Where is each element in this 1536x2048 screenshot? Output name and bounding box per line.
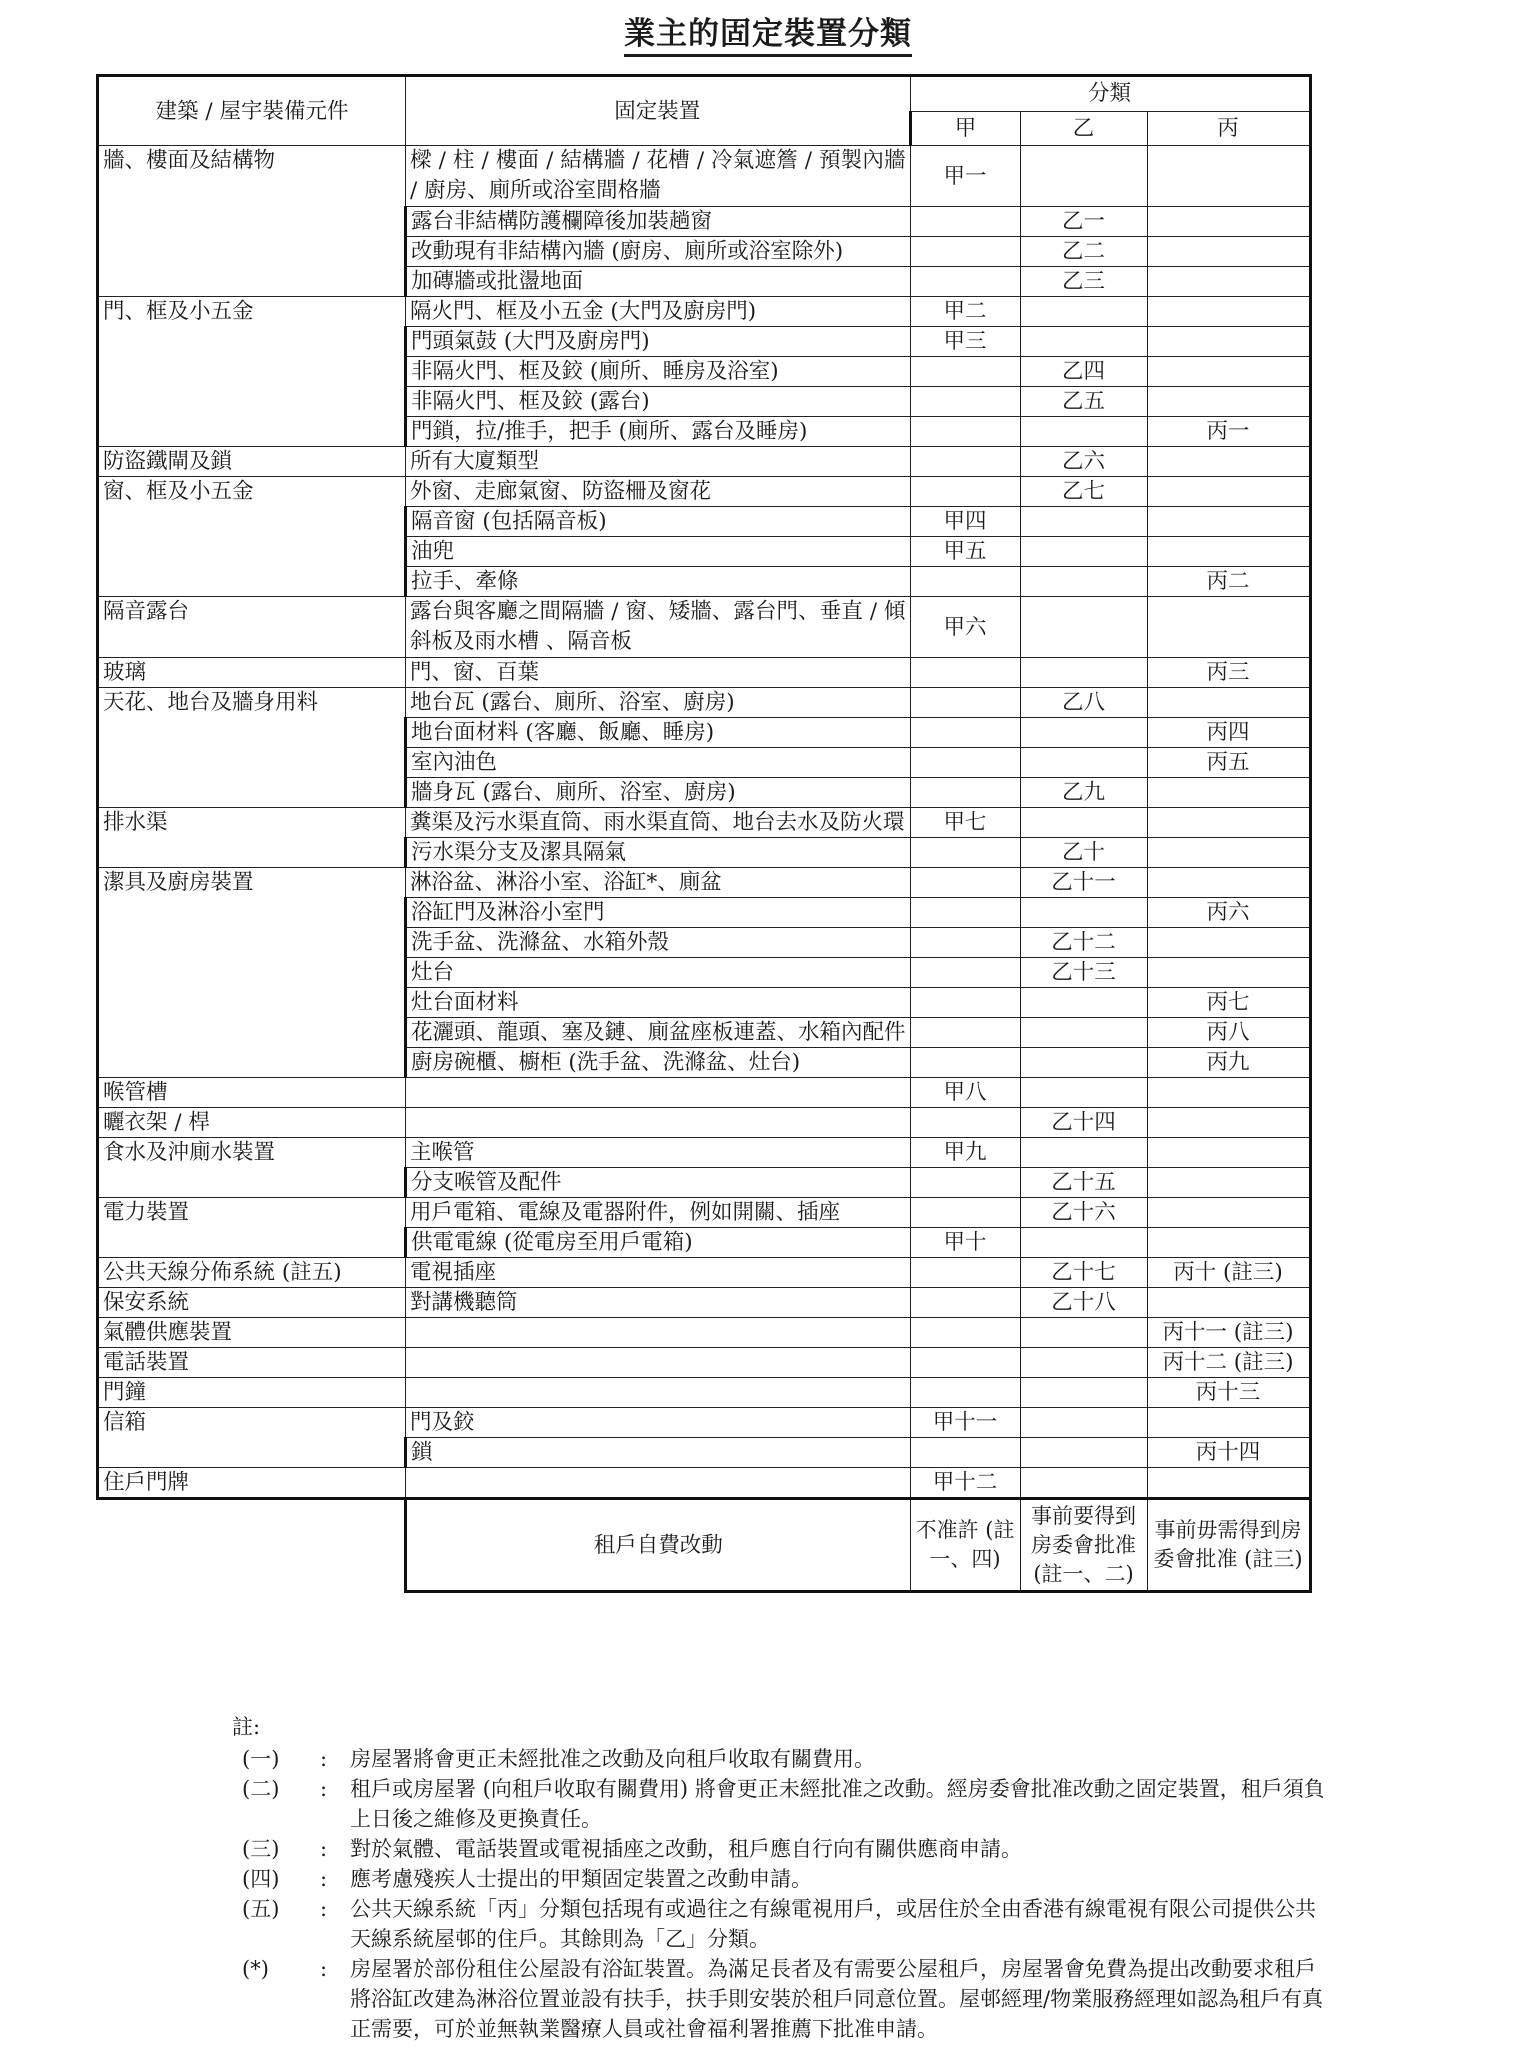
class-c-cell: 丙十四 <box>1147 1438 1310 1468</box>
fixture-cell <box>406 1468 911 1499</box>
class-c-cell: 丙八 <box>1147 1018 1310 1048</box>
note-text: 對於氣體、電話裝置或電視插座之改動，租戶應自行向有關供應商申請。 <box>350 1837 1022 1861</box>
footer-class-b: 事前要得到房委會批准 (註一、二) <box>1020 1499 1147 1592</box>
fixture-cell: 改動現有非結構內牆 (廚房、廁所或浴室除外) <box>406 237 911 267</box>
note-number: (五) <box>242 1897 280 1921</box>
class-c-cell <box>1147 477 1310 507</box>
class-c-cell: 丙九 <box>1147 1048 1310 1078</box>
class-a-cell <box>910 1018 1020 1048</box>
class-a-cell: 甲七 <box>910 808 1020 838</box>
class-a-cell <box>910 1438 1020 1468</box>
class-a-cell <box>910 778 1020 808</box>
class-c-cell <box>1147 1138 1310 1168</box>
class-b-cell: 乙十七 <box>1020 1258 1147 1288</box>
component-cell: 門鐘 <box>98 1378 406 1408</box>
note-item <box>232 1834 1432 1864</box>
class-b-cell <box>1020 567 1147 597</box>
table-row <box>98 146 1311 207</box>
class-a-cell <box>910 387 1020 417</box>
class-a-cell <box>910 928 1020 958</box>
fixture-cell: 露台非結構防護欄障後加裝趟窗 <box>406 207 911 237</box>
class-a-cell <box>910 838 1020 868</box>
class-c-cell <box>1147 537 1310 567</box>
table-row <box>98 658 1311 688</box>
note-colon: : <box>320 1837 328 1861</box>
footer-class-c: 事前毋需得到房委會批准 (註三) <box>1147 1499 1310 1592</box>
class-b-cell: 乙十八 <box>1020 1288 1147 1318</box>
note-number: (二) <box>242 1777 280 1801</box>
class-a-cell <box>910 1108 1020 1138</box>
table-row <box>98 477 1311 507</box>
footer-blank <box>98 1499 406 1592</box>
table-row <box>98 1108 1311 1138</box>
fixture-cell <box>406 1378 911 1408</box>
class-c-cell <box>1147 507 1310 537</box>
class-a-cell <box>910 1258 1020 1288</box>
class-b-cell <box>1020 1018 1147 1048</box>
fixture-cell: 地台面材料 (客廳、飯廳、睡房) <box>406 718 911 748</box>
header-component: 建築 / 屋宇裝備元件 <box>98 76 406 146</box>
class-c-cell <box>1147 357 1310 387</box>
class-a-cell: 甲六 <box>910 597 1020 658</box>
class-c-cell <box>1147 387 1310 417</box>
fixture-cell: 花灑頭、龍頭、塞及鏈、廁盆座板連蓋、水箱內配件 <box>406 1018 911 1048</box>
class-c-cell <box>1147 297 1310 327</box>
class-c-cell <box>1147 928 1310 958</box>
class-b-cell <box>1020 1468 1147 1499</box>
header-fixture: 固定裝置 <box>406 76 911 146</box>
class-b-cell <box>1020 146 1147 207</box>
class-c-cell: 丙十一 (註三) <box>1147 1318 1310 1348</box>
component-cell: 信箱 <box>98 1408 406 1468</box>
fixture-cell <box>406 1348 911 1378</box>
class-a-cell <box>910 748 1020 778</box>
table-row <box>98 868 1311 898</box>
class-b-cell: 乙十四 <box>1020 1108 1147 1138</box>
class-b-cell <box>1020 988 1147 1018</box>
class-b-cell <box>1020 898 1147 928</box>
fixture-cell: 灶台面材料 <box>406 988 911 1018</box>
table-row <box>98 1348 1311 1378</box>
table-row <box>98 447 1311 477</box>
class-b-cell: 乙四 <box>1020 357 1147 387</box>
component-cell: 排水渠 <box>98 808 406 868</box>
class-b-cell: 乙十六 <box>1020 1198 1147 1228</box>
header-class-c: 丙 <box>1147 111 1310 145</box>
component-cell: 公共天線分佈系統 (註五) <box>98 1258 406 1288</box>
class-b-cell: 乙六 <box>1020 447 1147 477</box>
note-item <box>232 1894 1432 1954</box>
class-c-cell <box>1147 146 1310 207</box>
note-colon: : <box>320 1867 328 1891</box>
fixture-cell: 隔音窗 (包括隔音板) <box>406 507 911 537</box>
class-b-cell <box>1020 1438 1147 1468</box>
notes-section <box>232 1712 1432 2044</box>
class-b-cell <box>1020 1228 1147 1258</box>
class-a-cell: 甲四 <box>910 507 1020 537</box>
fixture-cell: 門頭氣鼓 (大門及廚房門) <box>406 327 911 357</box>
class-c-cell <box>1147 327 1310 357</box>
component-cell: 電力裝置 <box>98 1198 406 1258</box>
class-c-cell <box>1147 808 1310 838</box>
document-title: 業主的固定裝置分類 <box>0 8 1536 53</box>
note-number: (一) <box>242 1747 280 1771</box>
fixture-cell <box>406 1078 911 1108</box>
class-b-cell <box>1020 1138 1147 1168</box>
table-row <box>98 297 1311 327</box>
class-a-cell <box>910 1378 1020 1408</box>
fixture-cell: 門、窗、百葉 <box>406 658 911 688</box>
fixture-cell: 用戶電箱、電線及電器附件，例如開關、插座 <box>406 1198 911 1228</box>
fixture-cell: 非隔火門、框及鉸 (廁所、睡房及浴室) <box>406 357 911 387</box>
class-a-cell <box>910 658 1020 688</box>
header-class-a: 甲 <box>910 111 1020 145</box>
fixture-cell: 污水渠分支及潔具隔氣 <box>406 838 911 868</box>
component-cell: 天花、地台及牆身用料 <box>98 688 406 808</box>
class-c-cell <box>1147 207 1310 237</box>
fixture-cell: 露台與客廳之間隔牆 / 窗、矮牆、露台門、垂直 / 傾斜板及雨水槽 、隔音板 <box>406 597 911 658</box>
table-row <box>98 597 1311 658</box>
class-b-cell <box>1020 748 1147 778</box>
note-item <box>232 1864 1432 1894</box>
note-text: 房屋署將會更正未經批准之改動及向租戶收取有關費用。 <box>350 1747 875 1771</box>
class-c-cell: 丙三 <box>1147 658 1310 688</box>
class-b-cell <box>1020 1048 1147 1078</box>
class-c-cell <box>1147 1288 1310 1318</box>
class-c-cell <box>1147 1168 1310 1198</box>
component-cell: 窗、框及小五金 <box>98 477 406 597</box>
class-b-cell <box>1020 808 1147 838</box>
note-text: 應考慮殘疾人士提出的甲類固定裝置之改動申請。 <box>350 1867 812 1891</box>
class-a-cell: 甲三 <box>910 327 1020 357</box>
class-a-cell: 甲八 <box>910 1078 1020 1108</box>
class-a-cell <box>910 1168 1020 1198</box>
class-a-cell <box>910 1048 1020 1078</box>
class-b-cell: 乙八 <box>1020 688 1147 718</box>
component-cell: 曬衣架 / 桿 <box>98 1108 406 1138</box>
class-c-cell: 丙七 <box>1147 988 1310 1018</box>
class-c-cell <box>1147 688 1310 718</box>
component-cell: 玻璃 <box>98 658 406 688</box>
class-b-cell <box>1020 327 1147 357</box>
component-cell: 氣體供應裝置 <box>98 1318 406 1348</box>
note-item <box>232 1744 1432 1774</box>
fixture-cell <box>406 1318 911 1348</box>
note-colon: : <box>320 1747 328 1771</box>
class-b-cell: 乙十五 <box>1020 1168 1147 1198</box>
class-b-cell: 乙五 <box>1020 387 1147 417</box>
note-colon: : <box>320 1777 328 1801</box>
header-class-b: 乙 <box>1020 111 1147 145</box>
class-a-cell: 甲十一 <box>910 1408 1020 1438</box>
fixture-cell: 樑 / 柱 / 樓面 / 結構牆 / 花槽 / 冷氣遮簷 / 預製內牆 / 廚房、廁所或浴室間格牆 <box>406 146 911 207</box>
fixture-cell: 廚房碗櫃、櫥柜 (洗手盆、洗滌盆、灶台) <box>406 1048 911 1078</box>
class-b-cell: 乙十二 <box>1020 928 1147 958</box>
note-item <box>232 1954 1432 2044</box>
class-a-cell <box>910 477 1020 507</box>
class-c-cell <box>1147 958 1310 988</box>
class-c-cell <box>1147 838 1310 868</box>
class-a-cell <box>910 447 1020 477</box>
fixture-cell: 對講機聽筒 <box>406 1288 911 1318</box>
class-a-cell <box>910 237 1020 267</box>
component-cell: 防盜鐵閘及鎖 <box>98 447 406 477</box>
fixture-cell: 外窗、走廊氣窗、防盜柵及窗花 <box>406 477 911 507</box>
class-a-cell <box>910 1288 1020 1318</box>
notes-list <box>232 1744 1432 2044</box>
note-colon: : <box>320 1897 328 1921</box>
footer-class-a: 不准許 (註一、四) <box>910 1499 1020 1592</box>
class-a-cell <box>910 868 1020 898</box>
class-a-cell: 甲一 <box>910 146 1020 207</box>
class-b-cell <box>1020 1408 1147 1438</box>
class-b-cell <box>1020 297 1147 327</box>
class-c-cell: 丙十 (註三) <box>1147 1258 1310 1288</box>
table-row <box>98 1408 1311 1438</box>
fixture-cell <box>406 1108 911 1138</box>
fixture-cell: 門及鉸 <box>406 1408 911 1438</box>
class-b-cell: 乙二 <box>1020 237 1147 267</box>
fixture-cell: 分支喉管及配件 <box>406 1168 911 1198</box>
fixture-cell: 灶台 <box>406 958 911 988</box>
class-c-cell <box>1147 1108 1310 1138</box>
fixture-cell: 加磚牆或批盪地面 <box>406 267 911 297</box>
component-cell: 保安系統 <box>98 1288 406 1318</box>
class-b-cell: 乙十三 <box>1020 958 1147 988</box>
fixture-cell: 拉手、牽條 <box>406 567 911 597</box>
class-a-cell <box>910 688 1020 718</box>
class-c-cell <box>1147 597 1310 658</box>
table-row <box>98 1138 1311 1168</box>
table-row <box>98 1078 1311 1108</box>
class-a-cell <box>910 1198 1020 1228</box>
class-a-cell <box>910 988 1020 1018</box>
fixture-cell: 隔火門、框及小五金 (大門及廚房門) <box>406 297 911 327</box>
fixture-cell: 牆身瓦 (露台、廁所、浴室、廚房) <box>406 778 911 808</box>
class-c-cell <box>1147 447 1310 477</box>
footer-label: 租戶自費改動 <box>406 1499 911 1592</box>
class-c-cell <box>1147 1078 1310 1108</box>
table-row <box>98 1258 1311 1288</box>
class-c-cell <box>1147 1468 1310 1499</box>
note-text: 房屋署於部份租住公屋設有浴缸裝置。為滿足長者及有需要公屋租戶，房屋署會免費為提出改動要求租戶將浴缸改建為淋浴位置並設有扶手，扶手則安裝於租戶同意位置。屋邨經理/物業服務經理如認為租戶有真正需要，可於並無執業醫療人員或社會福利署推薦下批准申請。 <box>350 1957 1324 2041</box>
class-b-cell: 乙一 <box>1020 207 1147 237</box>
fixture-cell: 洗手盆、洗滌盆、水箱外殼 <box>406 928 911 958</box>
table-row <box>98 1378 1311 1408</box>
class-c-cell <box>1147 868 1310 898</box>
class-c-cell <box>1147 1228 1310 1258</box>
class-b-cell: 乙九 <box>1020 778 1147 808</box>
class-c-cell: 丙一 <box>1147 417 1310 447</box>
class-a-cell: 甲九 <box>910 1138 1020 1168</box>
class-a-cell: 甲十 <box>910 1228 1020 1258</box>
component-cell: 潔具及廚房裝置 <box>98 868 406 1078</box>
class-c-cell: 丙六 <box>1147 898 1310 928</box>
class-c-cell: 丙十二 (註三) <box>1147 1348 1310 1378</box>
note-text: 公共天線系統「丙」分類包括現有或過往之有線電視用戶，或居住於全由香港有線電視有限公司提供公共天線系統屋邨的住戶。其餘則為「乙」分類。 <box>350 1897 1316 1951</box>
class-a-cell <box>910 718 1020 748</box>
component-cell: 牆、樓面及結構物 <box>98 146 406 297</box>
class-b-cell: 乙七 <box>1020 477 1147 507</box>
class-a-cell <box>910 898 1020 928</box>
class-c-cell <box>1147 1408 1310 1438</box>
class-a-cell <box>910 567 1020 597</box>
fixture-cell: 鎖 <box>406 1438 911 1468</box>
table-row <box>98 1468 1311 1499</box>
table-row <box>98 1318 1311 1348</box>
class-b-cell <box>1020 658 1147 688</box>
note-number: (三) <box>242 1837 280 1861</box>
class-a-cell: 甲五 <box>910 537 1020 567</box>
table-body <box>98 146 1311 1592</box>
fixture-cell: 非隔火門、框及鉸 (露台) <box>406 387 911 417</box>
header-classification: 分類 <box>910 76 1310 112</box>
class-a-cell: 甲十二 <box>910 1468 1020 1499</box>
component-cell: 食水及沖廁水裝置 <box>98 1138 406 1198</box>
fixture-cell: 門鎖，拉/推手，把手 (廁所、露台及睡房) <box>406 417 911 447</box>
table-row <box>98 808 1311 838</box>
note-item <box>232 1774 1432 1834</box>
class-c-cell: 丙十三 <box>1147 1378 1310 1408</box>
footer-row <box>98 1499 1311 1592</box>
fixture-cell: 油兜 <box>406 537 911 567</box>
component-cell: 隔音露台 <box>98 597 406 658</box>
class-c-cell: 丙四 <box>1147 718 1310 748</box>
fixture-cell: 浴缸門及淋浴小室門 <box>406 898 911 928</box>
class-b-cell <box>1020 417 1147 447</box>
note-text: 租戶或房屋署 (向租戶收取有關費用) 將會更正未經批准之改動。經房委會批准改動之固定裝置，租戶須負上日後之維修及更換責任。 <box>350 1777 1325 1831</box>
class-c-cell <box>1147 778 1310 808</box>
component-cell: 喉管槽 <box>98 1078 406 1108</box>
component-cell: 住戶門牌 <box>98 1468 406 1499</box>
class-a-cell <box>910 207 1020 237</box>
class-b-cell <box>1020 1378 1147 1408</box>
class-b-cell <box>1020 1078 1147 1108</box>
component-cell: 門、框及小五金 <box>98 297 406 447</box>
class-c-cell <box>1147 1198 1310 1228</box>
fixture-classification-table <box>96 74 1312 1593</box>
note-number: (四) <box>242 1867 280 1891</box>
class-b-cell: 乙十一 <box>1020 868 1147 898</box>
table-row <box>98 1288 1311 1318</box>
notes-heading: 註: <box>232 1715 261 1739</box>
table-row <box>98 688 1311 718</box>
class-c-cell: 丙二 <box>1147 567 1310 597</box>
class-c-cell <box>1147 267 1310 297</box>
class-a-cell: 甲二 <box>910 297 1020 327</box>
class-a-cell <box>910 1318 1020 1348</box>
table-row <box>98 1198 1311 1228</box>
class-a-cell <box>910 417 1020 447</box>
class-b-cell <box>1020 1318 1147 1348</box>
class-b-cell <box>1020 718 1147 748</box>
class-c-cell: 丙五 <box>1147 748 1310 778</box>
fixture-cell: 所有大廈類型 <box>406 447 911 477</box>
fixture-cell: 室內油色 <box>406 748 911 778</box>
class-a-cell <box>910 1348 1020 1378</box>
fixture-cell: 淋浴盆、淋浴小室、浴缸*、廁盆 <box>406 868 911 898</box>
note-colon: : <box>320 1957 328 1981</box>
class-a-cell <box>910 267 1020 297</box>
class-b-cell <box>1020 507 1147 537</box>
class-a-cell <box>910 357 1020 387</box>
fixture-cell: 供電電線 (從電房至用戶電箱) <box>406 1228 911 1258</box>
fixture-cell: 主喉管 <box>406 1138 911 1168</box>
class-b-cell: 乙三 <box>1020 267 1147 297</box>
class-a-cell <box>910 958 1020 988</box>
class-b-cell: 乙十 <box>1020 838 1147 868</box>
fixture-cell: 糞渠及污水渠直筒、雨水渠直筒、地台去水及防火環 <box>406 808 911 838</box>
class-b-cell <box>1020 597 1147 658</box>
note-number: (*) <box>242 1957 269 1981</box>
class-b-cell <box>1020 537 1147 567</box>
class-c-cell <box>1147 237 1310 267</box>
fixture-cell: 電視插座 <box>406 1258 911 1288</box>
class-b-cell <box>1020 1348 1147 1378</box>
fixture-cell: 地台瓦 (露台、廁所、浴室、廚房) <box>406 688 911 718</box>
component-cell: 電話裝置 <box>98 1348 406 1378</box>
